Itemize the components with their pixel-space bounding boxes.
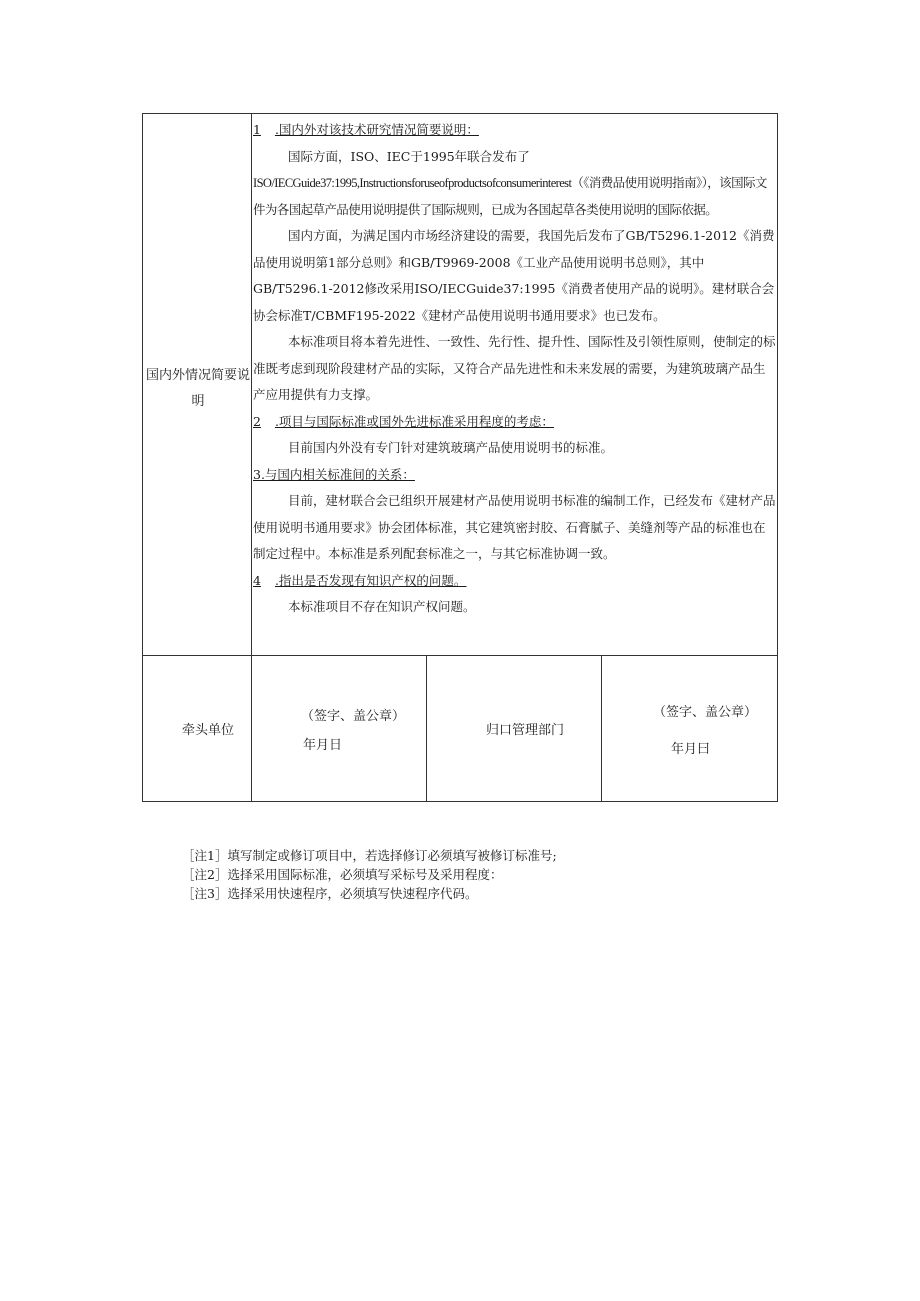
paragraph: 本标准项目不存在知识产权问题。 xyxy=(288,599,476,614)
section-number: 1 xyxy=(253,122,261,137)
paragraph: 国内方面，为满足国内市场经济建设的需要，我国先后发布了GB/T5296.1-2012《消费品使用说明第1部分总则》和GB/T9969-2008《工业产品使用说明书总则》，其中GB/T5296.1-2012修改采用ISO/IECGuide37:1995《消费者使用产品的说明》。建材联合会协会标准T/CBMF195-2022《建材产品使用说明书通用要求》也已发布。 xyxy=(253,228,775,323)
paragraph: 本标准项目将本着先进性、一致性、先行性、提升性、国际性及引领性原则，使制定的标准既考虑到现阶段建材产品的实际，又符合产品先进性和未来发展的需要，为建筑玻璃产品生产应用提供有力支撑。 xyxy=(253,334,776,402)
section-title: .项目与国际标准或国外先进标准采用程度的考虑： xyxy=(274,413,554,429)
table-border-right xyxy=(777,113,778,802)
section-title: .指出是否发现有知识产权的问题。 xyxy=(274,572,467,588)
section-2-heading xyxy=(253,409,776,436)
row-label-situation: 国内外情况简要说明 xyxy=(145,368,250,409)
section-1-heading xyxy=(253,117,776,144)
mgmt-dept-label: 归口管理部门 xyxy=(486,723,565,738)
paragraph: 目前国内外没有专门针对建筑玻璃产品使用说明书的标准。 xyxy=(288,440,614,455)
table-row-divider xyxy=(142,655,778,656)
table-col-divider-2 xyxy=(426,655,427,802)
section-number: 4 xyxy=(253,572,261,588)
project-info-table xyxy=(142,113,778,802)
mgmt-dept-date: 年月曰 xyxy=(671,742,711,757)
footnote: ［注1］填写制定或修订项目中，若选择修订必须填写被修订标准号; xyxy=(182,848,557,863)
situation-content xyxy=(253,117,776,621)
lead-unit-date: 年月日 xyxy=(303,738,343,753)
lead-unit-sign-note: （签字、盖公章） xyxy=(301,709,406,724)
section-title: .国内外对该技术研究情况简要说明： xyxy=(274,122,479,137)
footnote: ［注2］选择采用国际标准，必须填写采标号及采用程度： xyxy=(182,867,503,882)
table-border-bottom xyxy=(142,801,778,802)
mgmt-dept-sign-note: （签字、盖公章） xyxy=(653,705,758,720)
lead-unit-label: 牵头单位 xyxy=(182,723,235,738)
section-number: 2 xyxy=(253,413,261,429)
table-col-divider-3 xyxy=(601,655,602,802)
footnotes xyxy=(182,846,557,903)
paragraph: ISO/IECGuide37:1995,Instructionsforuseofproductsofconsumerinterest（《消费品使用说明指南》），该国际文件为各国起草产品使用说明提供了国际规则，已成为各国起草各类使用说明的国际依据。 xyxy=(253,176,767,217)
table-border-top xyxy=(142,113,778,114)
section-title: 3.与国内相关标准间的关系： xyxy=(253,466,415,482)
table-col-divider xyxy=(251,113,252,802)
table-border-left xyxy=(142,113,143,802)
section-4-heading xyxy=(253,568,776,595)
footnote: ［注3］选择采用快速程序，必须填写快速程序代码。 xyxy=(182,886,478,901)
section-3-heading xyxy=(253,462,776,489)
paragraph: 国际方面，ISO、IEC于1995年联合发布了 xyxy=(288,148,530,164)
paragraph: 目前，建材联合会已组织开展建材产品使用说明书标准的编制工作，已经发布《建材产品使用说明书通用要求》协会团体标准，其它建筑密封胶、石膏腻子、美缝剂等产品的标准也在制定过程中。本标准是系列配套标准之一，与其它标准协调一致。 xyxy=(253,493,776,561)
